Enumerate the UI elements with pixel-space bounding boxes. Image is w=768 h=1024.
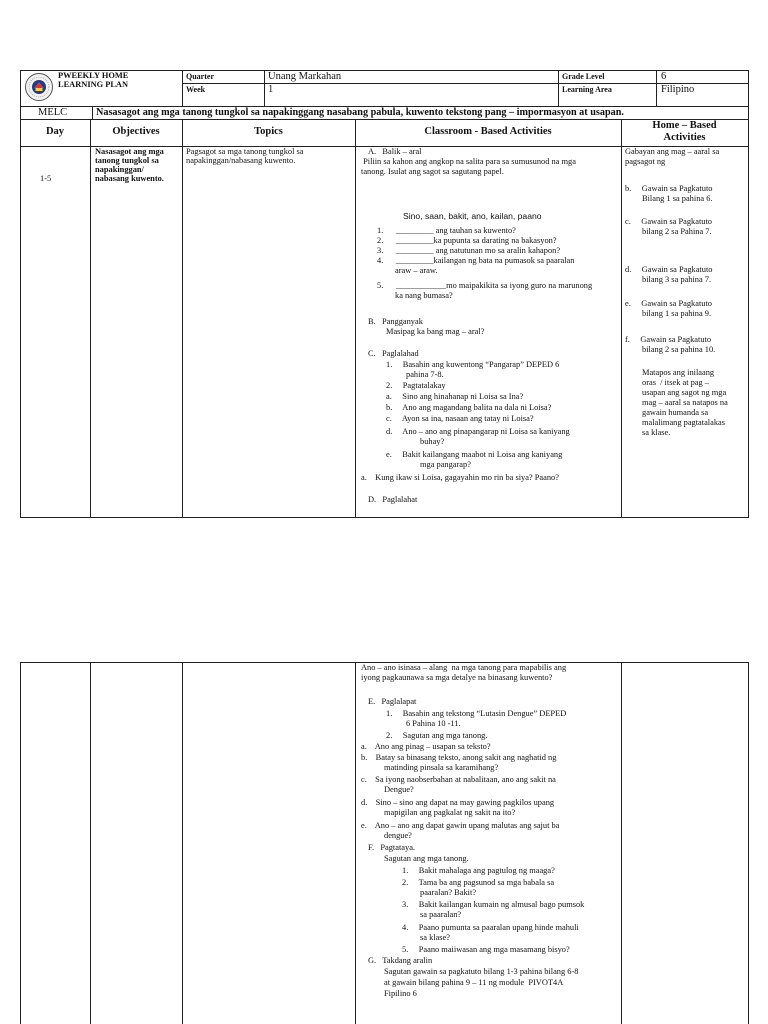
activity-line: F. Pagtataya. xyxy=(368,843,416,852)
home-line: pagsagot ng xyxy=(625,157,666,166)
melc-label: MELC xyxy=(38,107,68,118)
activity-line: c. Ayon sa ina, nasaan ang tatay ni Loisa? xyxy=(386,414,534,423)
activity-line: Sagutan ang mga tanong. xyxy=(384,854,469,863)
activity-line: 5. ____________mo maipakikita sa iyong guro na marunong xyxy=(377,281,593,290)
activity-line: 2. _________ka pupunta sa darating na bakasyon? xyxy=(377,236,557,245)
activity-line: sa paaralan? xyxy=(420,910,462,919)
activity-line: d. Ano – ano ang pinapangarap ni Loisa sa kaniyang xyxy=(386,427,570,436)
activity-line: 1. Bakit mahalaga ang pagtulog ng maaga? xyxy=(402,866,555,875)
home-line: b. Gawain sa Pagkatuto xyxy=(625,184,713,193)
learning-area-value: Filipino xyxy=(661,84,695,95)
objectives-line: tanong tungkol sa xyxy=(95,156,159,165)
objectives-line: Nasasagot ang mga xyxy=(95,147,164,156)
activity-line: araw – araw. xyxy=(395,266,438,275)
activity-line: b. Batay sa binasang teksto, anong sakit ang naghatid ng xyxy=(361,753,557,762)
activity-line: dengue? xyxy=(384,831,412,840)
home-line: c. Gawain sa Pagkatuto xyxy=(625,217,712,226)
learning-area-label: Learning Area xyxy=(562,85,612,94)
activity-line: 5. Paano maiiwasan ang mga masamang bisyo? xyxy=(402,945,570,954)
activity-line: 1. Basahin ang kuwentong “Pangarap” DEPED 6 xyxy=(386,360,560,369)
home-line: gawain humanda sa xyxy=(642,408,709,417)
home-line: bilang 3 sa pahina 7. xyxy=(642,275,712,284)
quarter-value: Unang Markahan xyxy=(268,71,342,82)
activity-line: 6 Pahina 10 -11. xyxy=(406,719,461,728)
activity-line: E. Paglalapat xyxy=(368,697,417,706)
activity-line: matinding pinsala sa karamihang? xyxy=(384,763,499,772)
column-header-classroom: Classroom - Based Activities xyxy=(424,126,552,137)
activity-line: C. Paglalahad xyxy=(368,349,419,358)
week-value: 1 xyxy=(268,84,274,95)
activity-line: ka nang bumasa? xyxy=(395,291,453,300)
grade-level-value: 6 xyxy=(661,71,667,82)
activity-line: a. Sino ang hinahanap ni Loisa sa Ina? xyxy=(386,392,524,401)
week-label: Week xyxy=(186,85,206,94)
activity-line: paaralan? Bakit? xyxy=(420,888,477,897)
word-box-choices: Sino, saan, bakit, ano, kailan, paano xyxy=(403,211,542,221)
activity-line: Fipilino 6 xyxy=(384,989,417,998)
objectives-line: napakinggan/ xyxy=(95,165,144,174)
home-line: sa klase. xyxy=(642,428,671,437)
activity-line: pahina 7-8. xyxy=(406,370,444,379)
activity-line: b. Ano ang magandang balita na dala ni Loisa? xyxy=(386,403,552,412)
activity-line: 3. Bakit kailangan kumain ng almusal bago pumsok xyxy=(402,900,585,909)
activity-line: 1. Basahin ang tekstong “Lutasin Dengue” DEPED xyxy=(386,709,567,718)
deped-seal-icon xyxy=(24,72,54,102)
home-line: Bilang 1 sa pahina 6. xyxy=(642,194,713,203)
home-line: bilang 2 sa Pahina 7. xyxy=(642,227,712,236)
activity-line: buhay? xyxy=(420,437,445,446)
column-header-topics: Topics xyxy=(254,126,283,137)
activity-line: 4. _________kailangan ng bata na pumasok sa paaralan xyxy=(377,256,575,265)
column-header-objectives: Objectives xyxy=(112,126,160,137)
quarter-label: Quarter xyxy=(186,72,214,81)
activity-line: 3. _________ ang natutunan mo sa aralin kahapon? xyxy=(377,246,561,255)
activity-line: c. Sa iyong naobserbahan at nabalitaan, ano ang sakit na xyxy=(361,775,556,784)
plan-title-line-1: PWEEKLY HOME xyxy=(58,71,129,80)
home-line: malalimang pagtatalakas xyxy=(642,418,726,427)
topics-line: napakinggan/nabasang kuwento. xyxy=(186,156,296,165)
activity-line: 2. Pagtatalakay xyxy=(386,381,446,390)
activity-line: a. Kung ikaw si Loisa, gagayahin mo rin ba siya? Paano? xyxy=(361,473,559,482)
column-header-home-line-2: Activities xyxy=(663,132,706,143)
column-header-home-line-1: Home – Based xyxy=(652,120,717,131)
activity-line: e. Ano – ano ang dapat gawin upang malutas ang sajut ba xyxy=(361,821,560,830)
activity-line: iyong pagkaunawa sa mga detalye na binasang kuwento? xyxy=(361,673,553,682)
activity-line: mapigilan ang pagkalat ng sakit na ito? xyxy=(384,808,516,817)
home-line: d. Gawain sa Pagkatuto xyxy=(625,265,713,274)
activity-line: Ano – ano isinasa – alang na mga tanong para mapabilis ang xyxy=(361,663,567,672)
activity-line: e. Bakit kailangang maabot ni Loisa ang kaniyang xyxy=(386,450,563,459)
grade-level-label: Grade Level xyxy=(562,72,605,81)
activity-line: at gawain bilang pahina 9 – 11 ng module PIVOT4A xyxy=(384,978,564,987)
activity-line: B. Pangganyak xyxy=(368,317,423,326)
activity-line: 2. Sagutan ang mga tanong. xyxy=(386,731,488,740)
day-value: 1-5 xyxy=(40,174,52,183)
activity-line: 4. Paano pumunta sa paaralan upang hinde mahuli xyxy=(402,923,579,932)
activity-line: 1. _________ ang tauhan sa kuwento? xyxy=(377,226,516,235)
home-line: oras / itsek at pag – xyxy=(642,378,709,387)
objectives-line: nabasang kuwento. xyxy=(95,174,164,183)
column-header-day: Day xyxy=(45,126,65,137)
home-line: f. Gawain sa Pagkatuto xyxy=(625,335,712,344)
activity-line: A. Balik – aral xyxy=(368,147,422,156)
home-line: e. Gawain sa Pagkatuto xyxy=(625,299,712,308)
activity-line: tanong. Isulat ang sagot sa sagutang papel. xyxy=(361,167,504,176)
activity-line: a. Ano ang pinag – usapan sa teksto? xyxy=(361,742,491,751)
activity-line: Dengue? xyxy=(384,785,414,794)
home-line: usapan ang sagot ng mga xyxy=(642,388,727,397)
activity-line: G. Takdang aralin xyxy=(368,956,433,965)
plan-title-line-2: LEARNING PLAN xyxy=(58,80,129,89)
activity-line: Piliin sa kahon ang angkop na salita para sa sumusunod na mga xyxy=(361,157,576,166)
topics-line: Pagsagot sa mga tanong tungkol sa xyxy=(186,147,304,156)
activity-line: d. Sino – sino ang dapat na may gawing pagkilos upang xyxy=(361,798,555,807)
activity-line: sa klase? xyxy=(420,933,450,942)
home-line: bilang 2 sa pahina 10. xyxy=(642,345,716,354)
activity-line: mga pangarap? xyxy=(420,460,471,469)
melc-text: Nasasagot ang mga tanong tungkol sa napakinggang nasabang pabula, kuwento tekstong pang – impormasyon at usapan. xyxy=(96,107,624,118)
home-line: Matapos ang inilaang xyxy=(642,368,715,377)
home-line: bilang 1 sa pahina 9. xyxy=(642,309,712,318)
activity-line: D. Paglalahat xyxy=(368,495,418,504)
activity-line: Sagutan gawain sa pagkatuto bilang 1-3 pahina bilang 6-8 xyxy=(384,967,579,976)
home-line: Gabayan ang mag – aaral sa xyxy=(625,147,720,156)
home-line: mag – aaral sa natapos na xyxy=(642,398,728,407)
activity-line: 2. Tama ba ang pagsunod sa mga babala sa xyxy=(402,878,555,887)
activity-line: Masipag ka bang mag – aral? xyxy=(386,327,485,336)
